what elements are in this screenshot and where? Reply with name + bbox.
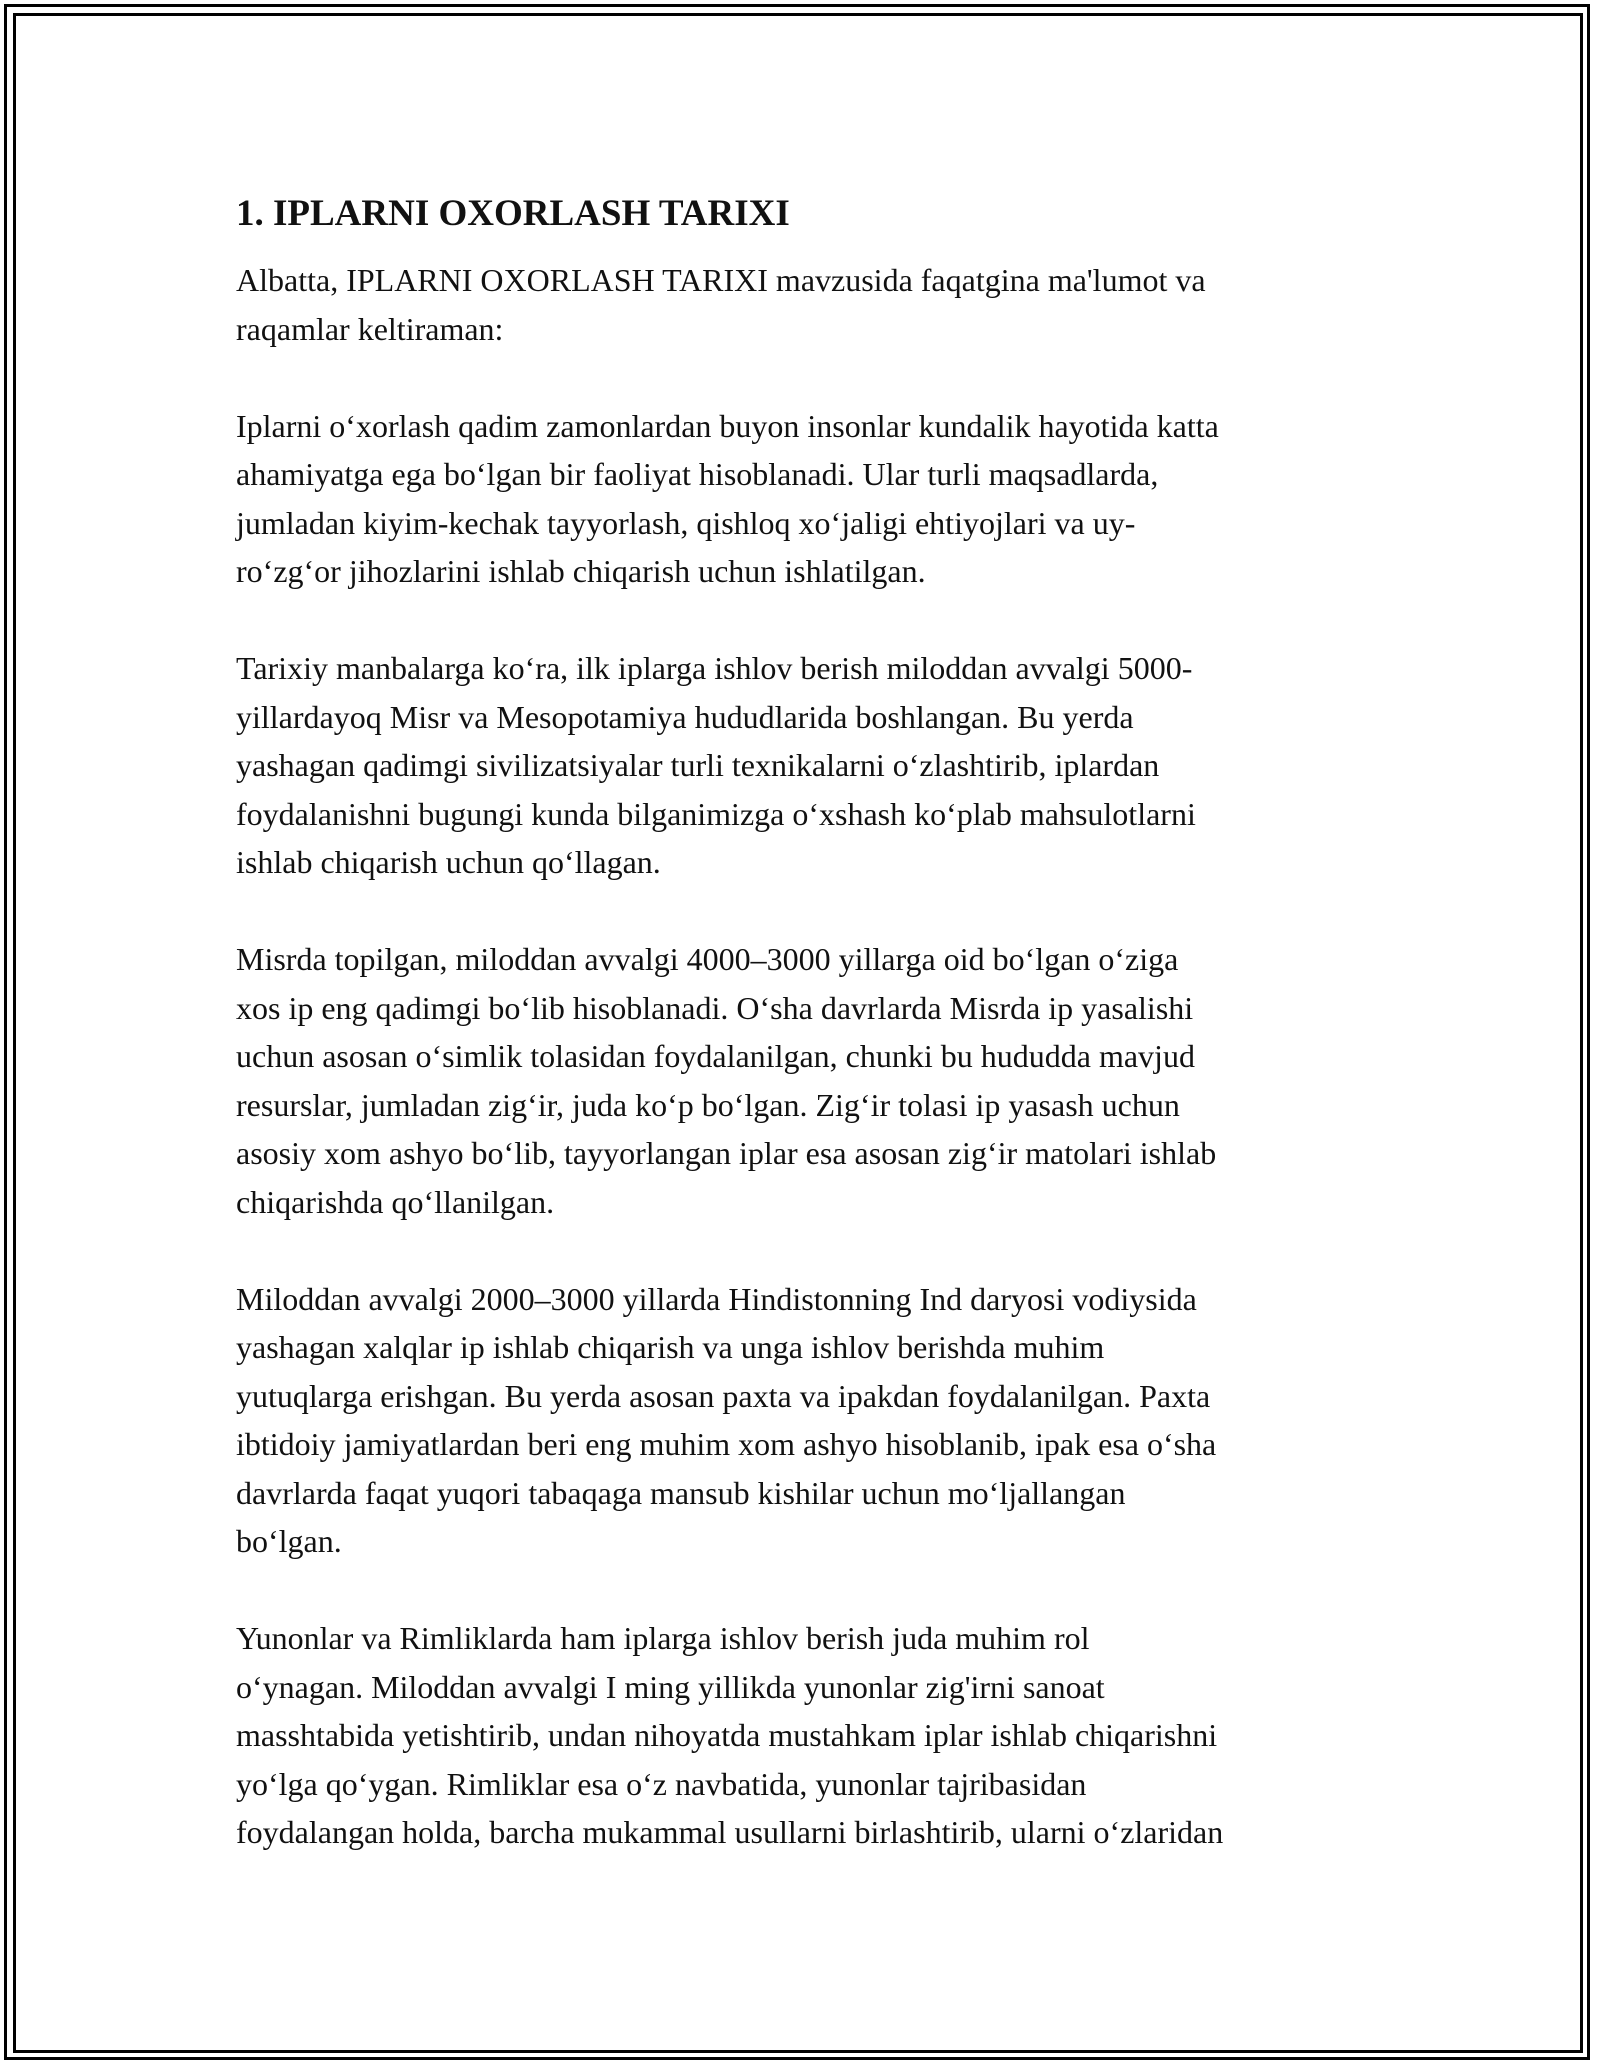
text-line: raqamlar keltiraman: bbox=[236, 310, 504, 347]
text-line: uchun asosan o‘simlik tolasidan foydalanilgan, chunki bu hududda mavjud bbox=[236, 1038, 1195, 1074]
text-line: Yunonlar va Rimliklarda ham iplarga ishlov berish juda muhim rol bbox=[236, 1620, 1090, 1656]
text-line: chiqarishda qo‘llanilgan. bbox=[236, 1183, 555, 1220]
text-line: ibtidoiy jamiyatlardan beri eng muhim xom ashyo hisoblanib, ipak esa o‘sha bbox=[236, 1426, 1217, 1462]
text-line: ishlab chiqarish uchun qo‘llagan. bbox=[236, 844, 661, 880]
text-line: foydalanishni bugungi kunda bilganimizga o‘xshash ko‘plab mahsulotlarni bbox=[236, 795, 1196, 832]
paragraph-egypt bbox=[236, 935, 1371, 1226]
text-line: yashagan qadimgi sivilizatsiyalar turli texnikalarni o‘zlashtirib, iplardan bbox=[236, 747, 1160, 783]
text-line: ro‘zg‘or jihozlarini ishlab chiqarish uchun ishlatilgan. bbox=[236, 553, 926, 589]
text-line: yashagan xalqlar ip ishlab chiqarish va unga ishlov berishda muhim bbox=[236, 1329, 1105, 1365]
paragraph-india bbox=[236, 1275, 1371, 1566]
text-line: xos ip eng qadimgi bo‘lib hisoblanadi. O‘sha davrlarda Misrda ip yasalishi bbox=[236, 989, 1194, 1026]
text-line: Tarixiy manbalarga ko‘ra, ilk iplarga ishlov berish miloddan avvalgi 5000- bbox=[236, 650, 1193, 686]
text-line: Iplarni o‘xorlash qadim zamonlardan buyon insonlar kundalik hayotida katta bbox=[236, 407, 1219, 444]
text-line: Albatta, IPLARNI OXORLASH TARIXI mavzusida faqatgina ma'lumot va bbox=[236, 262, 1206, 298]
text-line: ahamiyatga ega bo‘lgan bir faoliyat hisoblanadi. Ular turli maqsadlarda, bbox=[236, 456, 1159, 492]
text-line: jumladan kiyim-kechak tayyorlash, qishloq xo‘jaligi ehtiyojlari va uy- bbox=[236, 504, 1136, 541]
text-line: Misrda topilgan, miloddan avvalgi 4000–3000 yillarga oid bo‘lgan o‘ziga bbox=[236, 941, 1179, 977]
text-line: yillardayoq Misr va Mesopotamiya hududlarida boshlangan. Bu yerda bbox=[236, 698, 1134, 735]
paragraph-origins bbox=[236, 644, 1371, 887]
paragraph-overview bbox=[236, 402, 1371, 596]
text-line: resurslar, jumladan zig‘ir, juda ko‘p bo‘lgan. Zig‘ir tolasi ip yasash uchun bbox=[236, 1086, 1180, 1123]
text-line: bo‘lgan. bbox=[236, 1523, 342, 1559]
paragraph-intro bbox=[236, 256, 1371, 353]
section-heading: 1. IPLARNI OXORLASH TARIXI bbox=[236, 193, 790, 234]
text-line: Miloddan avvalgi 2000–3000 yillarda Hindistonning Ind daryosi vodiysida bbox=[236, 1280, 1197, 1317]
text-line: masshtabida yetishtirib, undan nihoyatda mustahkam iplar ishlab chiqarishni bbox=[236, 1717, 1218, 1753]
text-line: yutuqlarga erishgan. Bu yerda asosan paxta va ipakdan foydalanilgan. Paxta bbox=[236, 1377, 1211, 1414]
paragraph-greece-rome bbox=[236, 1614, 1371, 1857]
text-line: asosiy xom ashyo bo‘lib, tayyorlangan iplar esa asosan zig‘ir matolari ishlab bbox=[236, 1135, 1217, 1171]
document-body bbox=[236, 190, 1371, 1905]
text-line: davrlarda faqat yuqori tabaqaga mansub kishilar uchun mo‘ljallangan bbox=[236, 1474, 1126, 1511]
text-line: o‘ynagan. Miloddan avvalgi I ming yillikda yunonlar zig'irni sanoat bbox=[236, 1668, 1105, 1705]
text-line: foydalangan holda, barcha mukammal usullarni birlashtirib, ularni o‘zlaridan bbox=[236, 1814, 1224, 1850]
text-line: yo‘lga qo‘ygan. Rimliklar esa o‘z navbatida, yunonlar tajribasidan bbox=[236, 1765, 1087, 1802]
